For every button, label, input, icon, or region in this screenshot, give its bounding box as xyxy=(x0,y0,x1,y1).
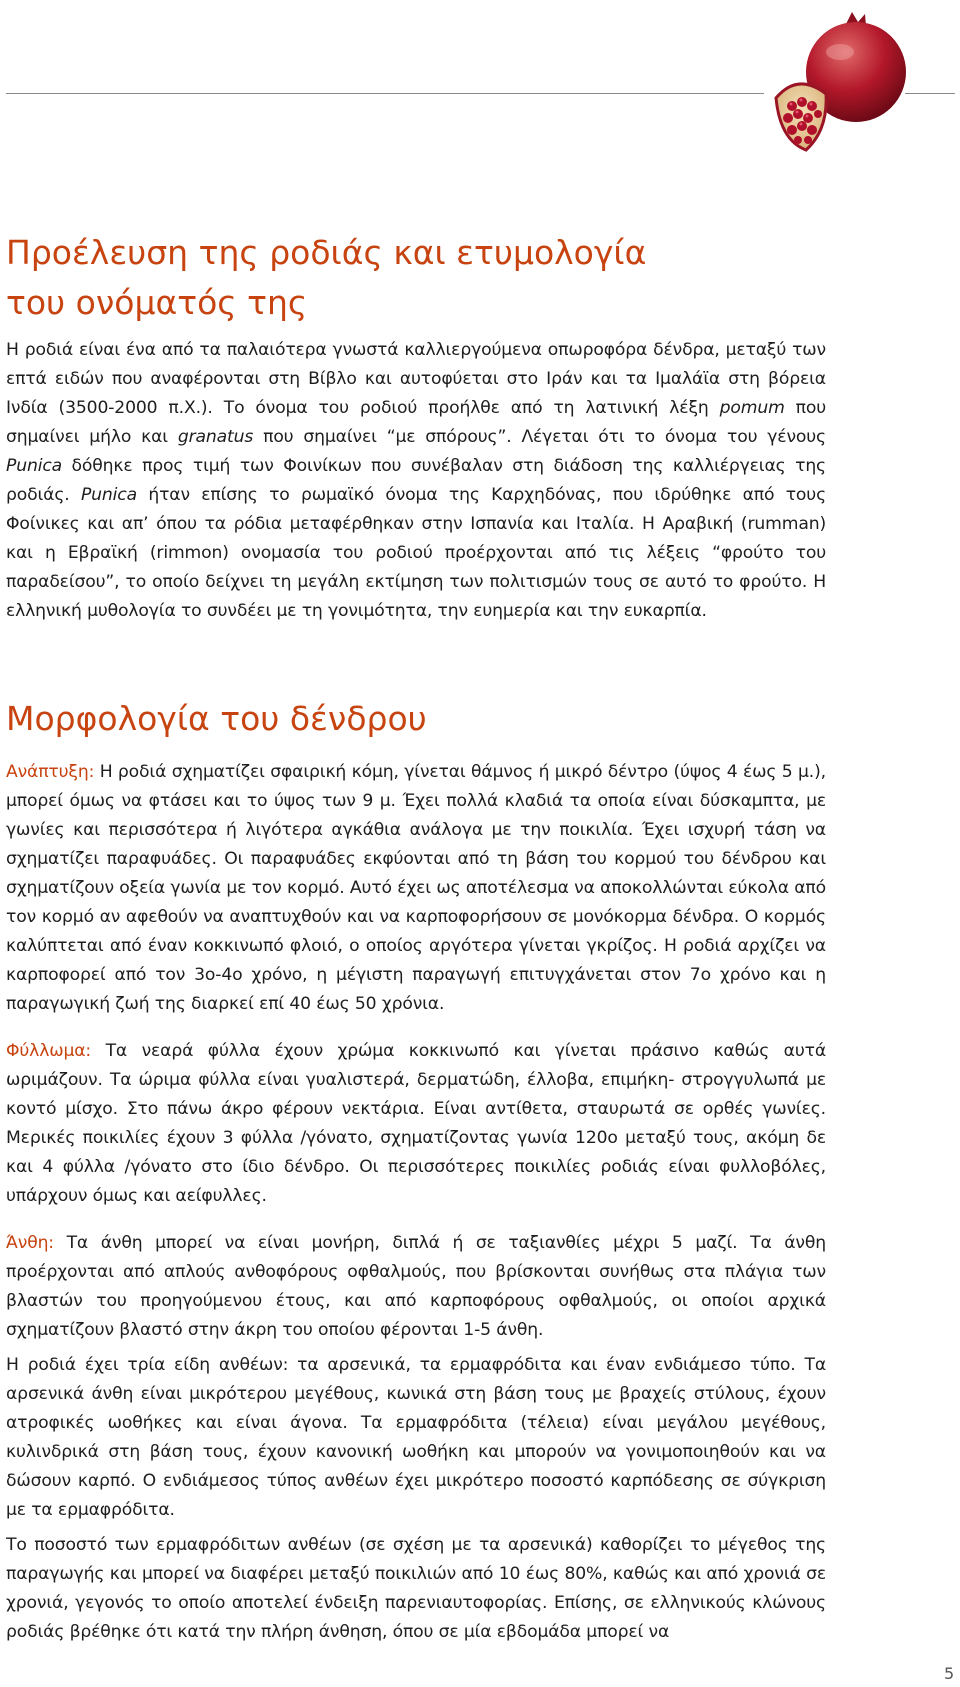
foliage-paragraph: Φύλλωμα: Τα νεαρά φύλλα έχουν χρώμα κοκκινωπό και γίνεται πράσινο καθώς αυτά ωριμάζουν. Τα ώριμα φύλλα είναι γυαλιστερά, δερματώδη, έλλοβα, επιμήκη- στρογγυλωπά με κοντό μίσχο. Στο πάνω άκρο φέρουν νεκτάρια. Είναι αντίθετα, σταυρωτά σε ορθές γωνίες. Μερικές ποικιλίες έχουν 3 φύλλα /γόνατο, σχηματίζοντας γωνία 120ο μεταξύ τους, ακόμη δε και 4 φύλλα /γόνατο στο ίδιο δένδρο. Οι περισσότερες ποικιλίες ροδιάς είναι φυλλοβόλες, υπάρχουν όμως και αείφυλλες. xyxy=(6,1041,826,1206)
page-content xyxy=(6,228,826,1647)
term-punica: Punica xyxy=(6,456,63,476)
flowers-paragraph: Άνθη: Τα άνθη μπορεί να είναι μονήρη, διπλά ή σε ταξιανθίες μέχρι 5 μαζί. Τα άνθη προέρχονται από απλούς ανθοφόρους οφθαλμούς, που βρίσκονται συνήθως στα πλάγια των βλαστών του προηγούμενου έτους, και από καρποφόρους οφθαλμούς, οι οποίοι αρχικά σχηματίζουν βλαστό στην άκρη του οποίου φέρονται 1-5 άνθη. xyxy=(6,1233,826,1340)
origin-paragraph: Η ροδιά είναι ένα από τα παλαιότερα γνωστά καλλιεργούμενα οπωροφόρα δένδρα, μεταξύ των επτά ειδών που αναφέρονται στη Βίβλο και αυτοφύεται στο Ιράν και τα Ιμαλάϊα στη βόρεια Ινδία (3500-2000 π.Χ.). Το όνομα του ροδιού προήλθε από τη λατινική λέξη pomum που σημαίνει μήλο και granatus που σημαίνει “με σπόρους”. Λέγεται ότι το όνομα του γένους Punica δόθηκε προς τιμή των Φοινίκων που συνέβαλαν στη διάδοση της καλλιέργειας της ροδιάς. Punica ήταν επίσης το ρωμαϊκό όνομα της Καρχηδόνας, που ιδρύθηκε από τους Φοίνικες και απ’ όπου τα ρόδια μεταφέρθηκαν στην Ισπανία και Ιταλία. Η Αραβική (rumman) και η Εβραϊκή (rimmon) ονομασία του ροδιού προέρχονται από τις λέξεις “φρούτο του παραδείσου”, το οποίο δείχνει τη μεγάλη εκτίμηση των πολιτισμών τους σε αυτό το φρούτο. Η ελληνική μυθολογία το συνδέει με τη γονιμότητα, την ευημερία και την ευκαρπία. xyxy=(6,340,827,621)
term-pomum: pomum xyxy=(719,398,785,418)
growth-paragraph: Ανάπτυξη: Η ροδιά σχηματίζει σφαιρική κόμη, γίνεται θάμνος ή μικρό δέντρο (ύψος 4 έως 5 μ.), μπορεί όμως να φτάσει και το ύψος των 9 μ. Έχει πολλά κλαδιά τα οποία είναι δύσκαμπτα, με γωνίες και περισσότερα ή λιγότερα αγκάθια ανάλογα με την ποικιλία. Έχει ισχυρή τάση να σχηματίζει παραφυάδες. Οι παραφυάδες εκφύονται από τη βάση του κορμού του δένδρου και σχηματίζουν οξεία γωνία με τον κορμό. Αυτό έχει ως αποτέλεσμα να αποκολλώνται εύκολα από τον κορμό αν αφεθούν να αναπτυχθούν και να καρποφορήσουν σε μονόκορμα δένδρα. Ο κορμός καλύπτεται από έναν κοκκινωπό φλοιό, ο οποίος αργότερα γίνεται γκρίζος. Η ροδιά αρχίζει να καρποφορεί από τον 3ο-4ο χρόνο, η μέγιστη παραγωγή επιτυγχάνεται στον 7ο χρόνο και η παραγωγική ζωή της διαρκεί επί 40 έως 50 χρόνια. xyxy=(6,762,826,1014)
foliage-label: Φύλλωμα: xyxy=(6,1041,92,1061)
header-rule-right xyxy=(905,93,955,94)
title-line-2: του ονόματός της xyxy=(6,283,308,322)
section-title-morphology: Μορφολογία του δένδρου xyxy=(6,699,427,738)
term-granatus: granatus xyxy=(177,427,254,447)
title-line-1: Προέλευση της ροδιάς και ετυμολογία xyxy=(6,233,647,272)
term-punica: Punica xyxy=(80,485,137,505)
pomegranate-icon xyxy=(768,10,910,156)
growth-label: Ανάπτυξη: xyxy=(6,762,95,782)
flowers-label: Άνθη: xyxy=(6,1233,54,1253)
flower-types-paragraph: Η ροδιά έχει τρία είδη ανθέων: τα αρσενικά, τα ερμαφρόδιτα και έναν ενδιάμεσο τύπο. Τα αρσενικά άνθη είναι μικρότερου μεγέθους, κωνικά στη βάση τους με βραχείς στύλους, έχουν ατροφικές ωοθήκες και είναι άγονα. Τα ερμαφρόδιτα (τέλεια) είναι μεγάλου μεγέθους, κυλινδρικά στη βάση τους, έχουν κανονική ωοθήκη και μπορούν να γονιμοποιηθούν και να δώσουν καρπό. Ο ενδιάμεσος τύπος ανθέων έχει μικρότερο ποσοστό καρπόδεσης σε σύγκριση με τα ερμαφρόδιτα. xyxy=(6,1355,826,1520)
section-title-origin xyxy=(6,228,826,328)
hermaphrodite-percent-paragraph: Το ποσοστό των ερμαφρόδιτων ανθέων (σε σχέση με τα αρσενικά) καθορίζει το μέγεθος της παραγωγής και μπορεί να διαφέρει μεταξύ ποικιλιών από 10 έως 80%, καθώς και από χρονιά σε χρονιά, γεγονός το οποίο αποτελεί ένδειξη παρενιαυτοφορίας. Επίσης, σε ελληνικούς κλώνους ροδιάς βρέθηκε ότι κατά την πλήρη άνθηση, όπου σε μία εβδομάδα μπορεί να xyxy=(6,1535,826,1642)
header-rule-left xyxy=(6,93,764,94)
page-number: 5 xyxy=(944,1664,955,1683)
